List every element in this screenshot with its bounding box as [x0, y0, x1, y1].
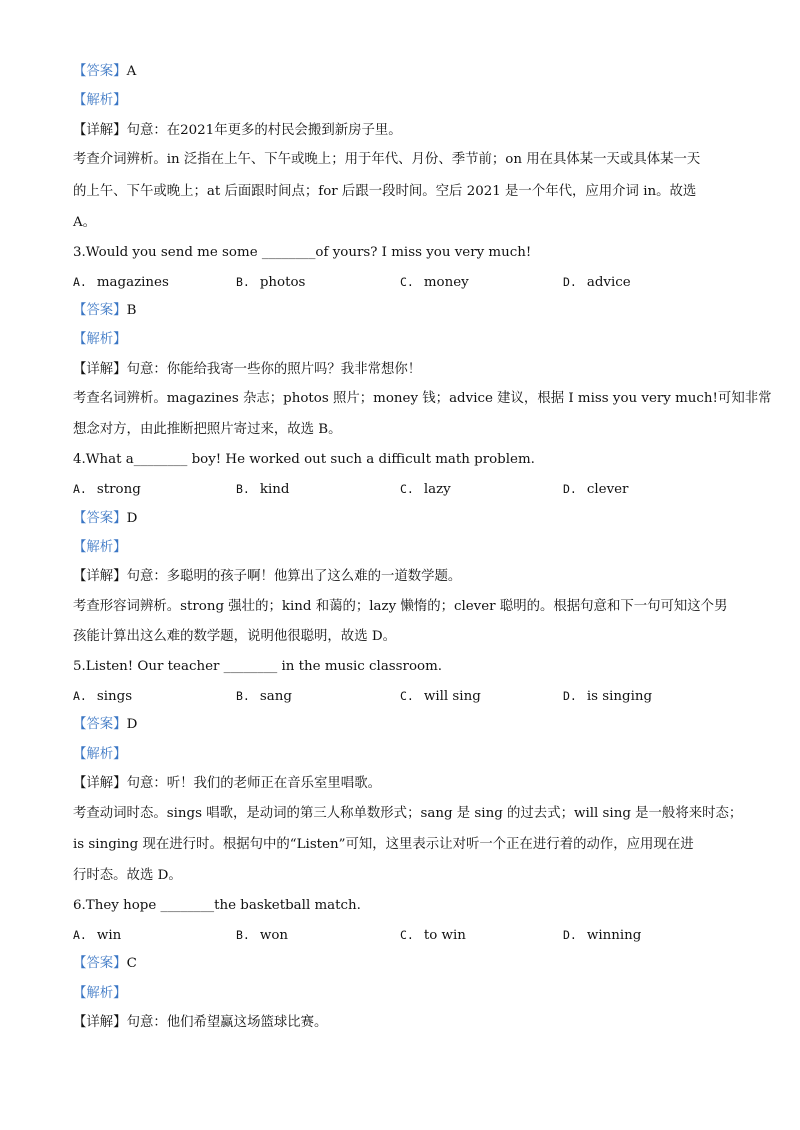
detail-line	[73, 1013, 327, 1033]
question-text: 3.Would you send me some ________of yours? I miss you very much!	[73, 245, 532, 260]
option-a	[73, 272, 169, 293]
detail-tag: 【详解】	[73, 776, 127, 791]
option-letter: B.	[236, 275, 250, 289]
detail-tag: 【详解】	[73, 123, 127, 138]
answer-line	[73, 954, 137, 974]
analysis-tag: 【解析】	[73, 747, 127, 762]
option-text: sings	[96, 689, 133, 704]
explanation-line: 考查形容词辨析。strong 强壮的；kind 和蔼的；lazy 懒惰的；clever 聪明的。根据句意和下一句可知这个男	[73, 599, 728, 614]
option-text: winning	[586, 928, 642, 943]
option-a	[73, 925, 121, 946]
explanation-line: 孩能计算出这么难的数学题，说明他很聪明，故选 D。	[73, 629, 396, 644]
option-letter: A.	[73, 689, 87, 703]
option-letter: A.	[73, 928, 87, 942]
option-c	[400, 686, 481, 707]
analysis-line	[73, 984, 127, 1004]
option-d	[563, 925, 641, 946]
option-text: lazy	[423, 482, 451, 497]
answer-value: C	[126, 956, 137, 971]
option-text: advice	[586, 275, 631, 290]
option-letter: C.	[400, 482, 414, 496]
answer-tag: 【答案】	[73, 303, 127, 318]
option-text: photos	[259, 275, 306, 290]
option-b	[236, 272, 305, 293]
detail-text: 句意：多聪明的孩子啊！他算出了这么难的一道数学题。	[126, 569, 462, 584]
answer-value: A	[126, 64, 137, 79]
answer-line	[73, 715, 137, 735]
answer-value: D	[126, 717, 138, 732]
option-text: to win	[423, 928, 466, 943]
option-letter: A.	[73, 482, 87, 496]
explanation-line: 想念对方，由此推断把照片寄过来，故选 B。	[73, 422, 342, 437]
analysis-line	[73, 745, 127, 765]
option-text: is singing	[586, 689, 653, 704]
option-letter: C.	[400, 928, 414, 942]
option-letter: A.	[73, 275, 87, 289]
option-c	[400, 479, 451, 500]
option-text: kind	[259, 482, 290, 497]
answer-line	[73, 62, 136, 82]
option-letter: D.	[563, 275, 577, 289]
option-letter: B.	[236, 689, 250, 703]
detail-text: 句意：他们希望赢这场篮球比赛。	[126, 1015, 328, 1030]
option-letter: C.	[400, 689, 414, 703]
detail-tag: 【详解】	[73, 1015, 127, 1030]
detail-line	[73, 360, 421, 380]
analysis-tag: 【解析】	[73, 986, 127, 1001]
explanation-line: 考查名词辨析。magazines 杂志；photos 照片；money 钱；advice 建议，根据 I miss you very much!可知非常	[73, 391, 772, 406]
option-text: magazines	[96, 275, 169, 290]
option-c	[400, 272, 469, 293]
option-letter: B.	[236, 482, 250, 496]
answer-line	[73, 509, 137, 529]
option-letter: D.	[563, 482, 577, 496]
answer-value: B	[126, 303, 137, 318]
explanation-line: A。	[73, 215, 97, 230]
analysis-tag: 【解析】	[73, 93, 127, 108]
option-d	[563, 479, 628, 500]
answer-line	[73, 301, 136, 321]
option-a	[73, 686, 132, 707]
option-a	[73, 479, 141, 500]
detail-line	[73, 121, 402, 141]
detail-tag: 【详解】	[73, 362, 127, 377]
detail-text: 句意：你能给我寄一些你的照片吗？我非常想你！	[126, 362, 422, 377]
explanation-line: 考查介词辨析。in 泛指在上午、下午或晚上；用于年代、月份、季节前；on 用在具体某一天或具体某一天	[73, 152, 701, 167]
answer-tag: 【答案】	[73, 64, 127, 79]
question-text: 6.They hope ________the basketball match.	[73, 898, 361, 913]
detail-text: 句意：听！我们的老师正在音乐室里唱歌。	[126, 776, 381, 791]
explanation-line: 行时态。故选 D。	[73, 868, 182, 883]
option-d	[563, 686, 652, 707]
analysis-tag: 【解析】	[73, 540, 127, 555]
question-text: 4.What a________ boy! He worked out such a difficult math problem.	[73, 452, 535, 467]
detail-text: 句意：在2021年更多的村民会搬到新房子里。	[126, 123, 402, 138]
explanation-line: 的上午、下午或晚上；at 后面跟时间点；for 后跟一段时间。空后 2021 是一个年代，应用介词 in。故选	[73, 184, 697, 199]
option-letter: D.	[563, 689, 577, 703]
detail-line	[73, 567, 461, 587]
option-b	[236, 925, 288, 946]
option-text: will sing	[423, 689, 481, 704]
explanation-line: is singing 现在进行时。根据句中的“Listen”可知，这里表示让对听一个正在进行着的动作，应用现在进	[73, 837, 694, 852]
option-d	[563, 272, 631, 293]
option-letter: C.	[400, 275, 414, 289]
analysis-tag: 【解析】	[73, 332, 127, 347]
analysis-line	[73, 330, 127, 350]
answer-tag: 【答案】	[73, 956, 127, 971]
detail-tag: 【详解】	[73, 569, 127, 584]
answer-tag: 【答案】	[73, 717, 127, 732]
analysis-line	[73, 538, 127, 558]
answer-value: D	[126, 511, 138, 526]
option-text: money	[423, 275, 469, 290]
option-text: strong	[96, 482, 141, 497]
option-c	[400, 925, 466, 946]
option-text: clever	[586, 482, 629, 497]
option-letter: B.	[236, 928, 250, 942]
option-b	[236, 479, 289, 500]
explanation-line: 考查动词时态。sings 唱歌，是动词的第三人称单数形式；sang 是 sing 的过去式；will sing 是一般将来时态；	[73, 806, 743, 821]
option-letter: D.	[563, 928, 577, 942]
answer-tag: 【答案】	[73, 511, 127, 526]
option-b	[236, 686, 292, 707]
option-text: sang	[259, 689, 292, 704]
detail-line	[73, 774, 381, 794]
option-text: won	[259, 928, 289, 943]
option-text: win	[96, 928, 122, 943]
question-text: 5.Listen! Our teacher ________ in the music classroom.	[73, 659, 443, 674]
analysis-line	[73, 91, 127, 111]
